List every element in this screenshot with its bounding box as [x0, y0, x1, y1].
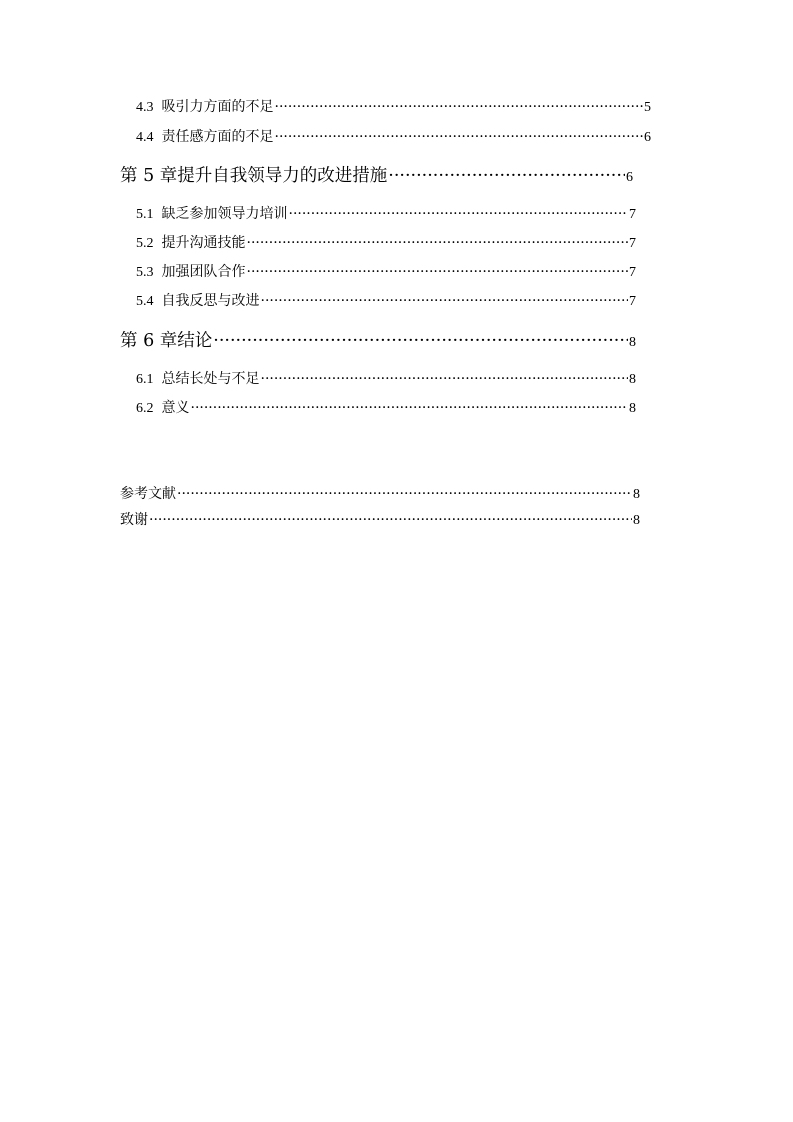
toc-entry-label: 缺乏参加领导力培训: [161, 206, 288, 222]
toc-entry-5-3[interactable]: [136, 261, 636, 281]
toc-entry-label: 致谢: [120, 512, 148, 528]
toc-leader-dots: [261, 293, 629, 309]
toc-leader-dots: [388, 166, 625, 186]
toc-entry-page: 8: [633, 487, 640, 502]
toc-leader-dots: [289, 206, 629, 222]
toc-chapter-label: 第 6 章结论: [120, 331, 213, 351]
toc-entry-page: 8: [629, 372, 636, 387]
toc-references[interactable]: [120, 483, 640, 503]
toc-entry-label: 意义: [161, 400, 190, 416]
toc-entry-page: 8: [629, 401, 636, 416]
toc-entry-page: 6: [644, 130, 651, 145]
toc-entry-page: 5: [644, 100, 651, 115]
toc-entry-number: 5.3: [136, 265, 154, 280]
toc-entry-number: 4.4: [136, 130, 154, 145]
toc-entry-number: 5.4: [136, 294, 154, 309]
toc-entry-page: 6: [626, 170, 633, 185]
toc-entry-5-2[interactable]: [136, 232, 636, 252]
toc-entry-page: 7: [629, 294, 636, 309]
toc-entry-label: 参考文献: [120, 486, 176, 502]
toc-entry-5-1[interactable]: [136, 203, 636, 223]
toc-entry-page: 7: [629, 236, 636, 251]
toc-leader-dots: [247, 235, 629, 251]
toc-entry-number: 4.3: [136, 100, 154, 115]
toc-entry-4-4[interactable]: [136, 126, 651, 146]
toc-entry-page: 7: [629, 207, 636, 222]
toc-leader-dots: [275, 129, 644, 145]
toc-entry-label: 责任感方面的不足: [161, 129, 274, 145]
toc-entry-page: 8: [633, 513, 640, 528]
toc-chapter-6[interactable]: [120, 327, 636, 352]
toc-entry-label: 提升沟通技能: [161, 235, 246, 251]
toc-chapter-5[interactable]: [120, 162, 633, 187]
toc-entry-number: 5.1: [136, 207, 154, 222]
toc-entry-number: 6.1: [136, 372, 154, 387]
toc-entry-number: 5.2: [136, 236, 154, 251]
toc-entry-5-4[interactable]: [136, 290, 636, 310]
toc-entry-label: 总结长处与不足: [161, 371, 260, 387]
toc-leader-dots: [213, 331, 628, 351]
toc-entry-page: 7: [629, 265, 636, 280]
toc-entry-6-2[interactable]: [136, 397, 636, 417]
toc-entry-number: 6.2: [136, 401, 154, 416]
toc-leader-dots: [247, 264, 629, 280]
toc-leader-dots: [149, 512, 632, 528]
toc-acknowledgements[interactable]: [120, 509, 640, 529]
toc-entry-4-3[interactable]: [136, 96, 651, 116]
toc-entry-6-1[interactable]: [136, 368, 636, 388]
toc-leader-dots: [261, 371, 629, 387]
toc-leader-dots: [191, 400, 629, 416]
toc-leader-dots: [275, 99, 644, 115]
toc-chapter-label: 第 5 章提升自我领导力的改进措施: [120, 166, 388, 186]
toc-entry-page: 8: [629, 335, 636, 350]
toc-entry-label: 加强团队合作: [161, 264, 246, 280]
toc-entry-label: 吸引力方面的不足: [161, 99, 274, 115]
toc-leader-dots: [177, 486, 632, 502]
toc-entry-label: 自我反思与改进: [161, 293, 260, 309]
